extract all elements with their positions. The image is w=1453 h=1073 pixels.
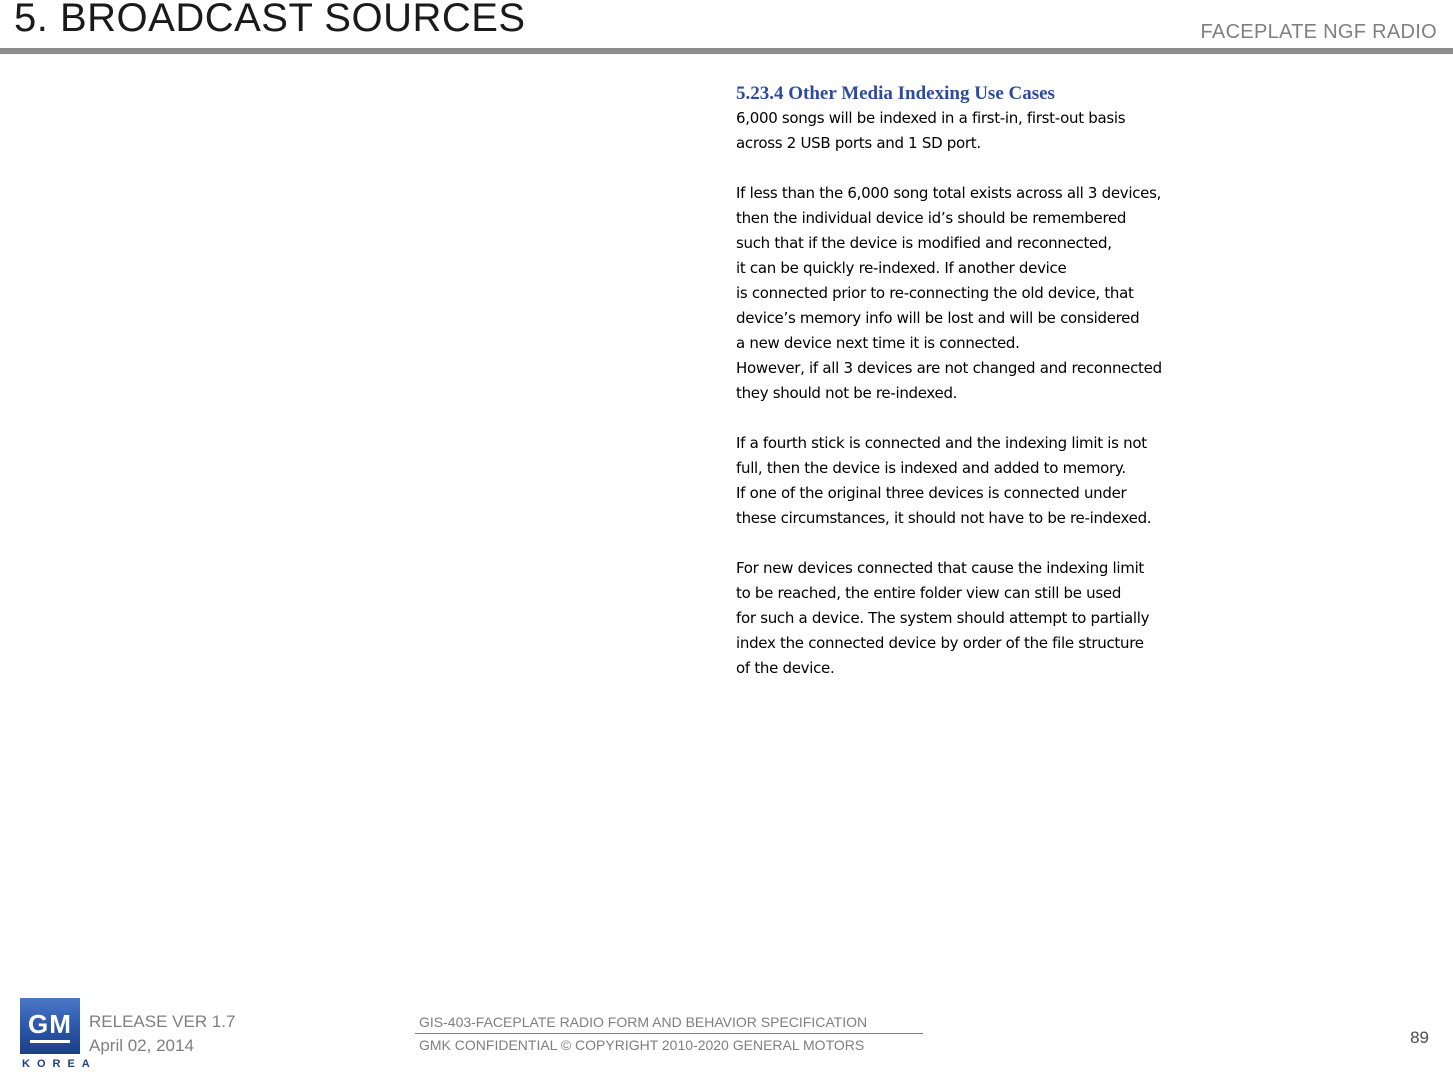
paragraph-indexing-basis: [736, 106, 1256, 156]
header-divider: [0, 48, 1453, 54]
text-line: it can be quickly re-indexed. If another device: [736, 259, 1067, 277]
text-line: to be reached, the entire folder view can still be used: [736, 584, 1122, 602]
text-line: for such a device. The system should attempt to partially: [736, 609, 1150, 627]
text-line: full, then the device is indexed and added to memory.: [736, 459, 1126, 477]
copyright-notice: GMK CONFIDENTIAL © COPYRIGHT 2010-2020 GENERAL MOTORS: [419, 1037, 865, 1053]
page-number: 89: [1410, 1028, 1429, 1047]
text-line: If a fourth stick is connected and the indexing limit is not: [736, 434, 1147, 452]
subsection-heading: 5.23.4 Other Media Indexing Use Cases: [736, 83, 1055, 104]
text-line: device’s memory info will be lost and will be considered: [736, 309, 1140, 327]
text-line: a new device next time it is connected.: [736, 334, 1020, 352]
text-line: these circumstances, it should not have to be re-indexed.: [736, 509, 1152, 527]
text-line: then the individual device id’s should be remembered: [736, 209, 1127, 227]
release-info: [89, 1010, 235, 1058]
paragraph-fourth-stick: [736, 431, 1256, 531]
paragraph-partial-index: [736, 556, 1256, 681]
text-line: is connected prior to re-connecting the old device, that: [736, 284, 1134, 302]
text-line: across 2 USB ports and 1 SD port.: [736, 134, 981, 152]
specification-info: [415, 1012, 923, 1056]
text-line: such that if the device is modified and reconnected,: [736, 234, 1112, 252]
release-date: April 02, 2014: [89, 1036, 194, 1055]
content-area: [736, 82, 1256, 706]
document-label: FACEPLATE NGF RADIO: [1200, 21, 1437, 43]
text-line: For new devices connected that cause the indexing limit: [736, 559, 1145, 577]
text-line: index the connected device by order of the file structure: [736, 634, 1144, 652]
gm-logo-letters: GM: [28, 1008, 72, 1039]
gm-korea-logo-icon: [20, 998, 97, 1072]
spec-title: GIS-403-FACEPLATE RADIO FORM AND BEHAVIOR SPECIFICATION: [415, 1012, 923, 1034]
text-line: If one of the original three devices is connected under: [736, 484, 1127, 502]
release-version: RELEASE VER 1.7: [89, 1012, 236, 1031]
gm-logo-underline: [30, 1040, 70, 1043]
text-line: If less than the 6,000 song total exists across all 3 devices,: [736, 184, 1162, 202]
text-line: they should not be re-indexed.: [736, 384, 958, 402]
section-title: 5. BROADCAST SOURCES: [14, 0, 526, 40]
gm-logo-subtext: KOREA: [22, 1058, 97, 1070]
gm-logo-badge: [20, 998, 80, 1054]
text-line: 6,000 songs will be indexed in a first-in, first-out basis: [736, 109, 1126, 127]
text-line: of the device.: [736, 659, 835, 677]
paragraph-device-memory: [736, 181, 1256, 406]
text-line: However, if all 3 devices are not changed and reconnected: [736, 359, 1162, 377]
